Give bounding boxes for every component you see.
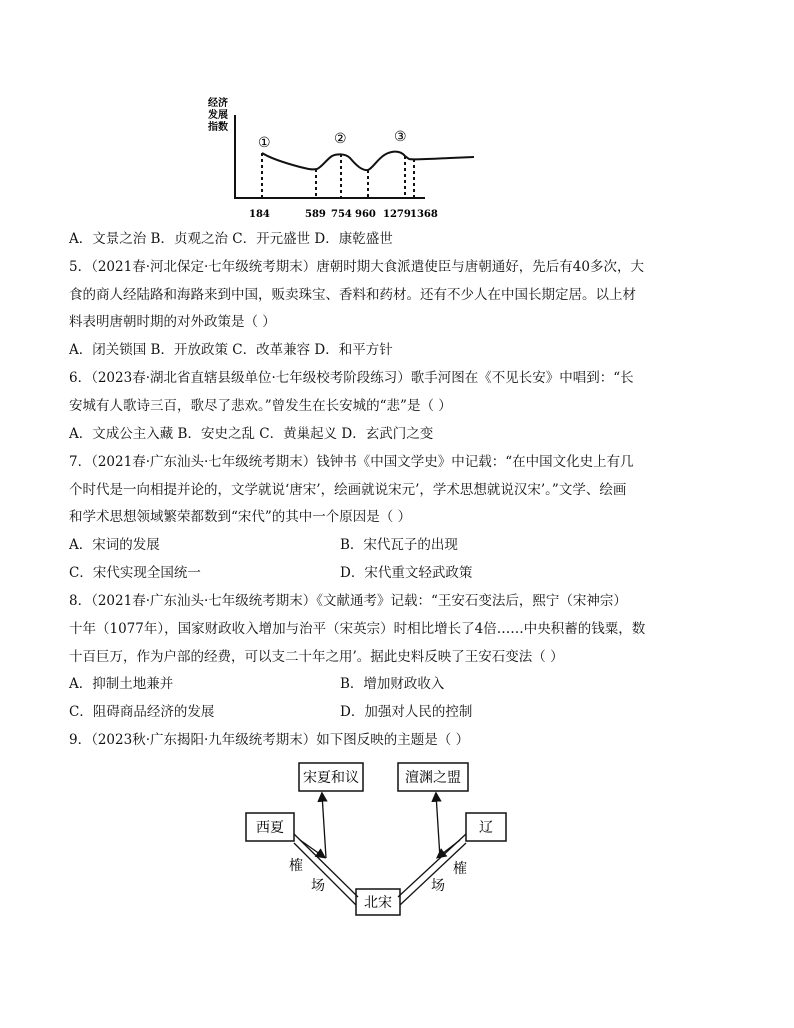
label-song-xia-peace: 宋夏和议: [303, 770, 359, 786]
chart-ylabel-line-2: 发展: [208, 110, 228, 121]
arrow-to-western-xia-junction: [300, 840, 324, 857]
chart-marker-1: ①: [258, 135, 271, 151]
q7-option-b: B．宋代瓦子的出现: [340, 537, 458, 553]
chart-xtick-184: 184: [249, 209, 270, 220]
q9-line: 9．（2023秋·广东揭阳·九年级统考期末）如下图反映的主题是（ ）: [69, 732, 470, 748]
left-road-outer: [294, 834, 358, 897]
q5-line-1: 5．（2021春·河北保定·七年级统考期末）唐朝时期大食派遣使臣与唐朝通好，先后有40多次，大: [69, 259, 644, 275]
q8-option-b: B．增加财政收入: [340, 676, 445, 692]
q8-option-a: A．抑制土地兼并: [69, 676, 174, 692]
q8-line-1: 8．（2021春·广东汕头·七年级统考期末）《文献通考》记载：“王安石变法后，熙宁（宋神宗）: [69, 593, 627, 609]
chart-ylabel-line-1: 经济: [208, 98, 228, 109]
q5-line-3: 料表明唐朝时期的对外政策是（ ）: [69, 314, 276, 330]
q7-option-a: A．宋词的发展: [69, 537, 160, 553]
chart-xtick-1368: 1368: [410, 209, 438, 220]
label-western-xia: 西夏: [256, 820, 284, 836]
chart-marker-3: ③: [394, 129, 407, 145]
q5-options: A．闭关锁国 B．开放政策 C．改革兼容 D．和平方针: [69, 342, 393, 358]
q8-line-3: 十百巨万，作为户部的经费，可以支二十年之用’。据此史料反映了王安石变法（ ）: [69, 649, 564, 665]
q6-line-1: 6．（2023春·湖北省直辖县级单位·七年级校考阶段练习）歌手河图在《不见长安》中唱到：“长: [69, 370, 634, 386]
q7-line-3: 和学术思想领域繁荣都数到“宋代”的其中一个原因是（ ）: [69, 509, 412, 525]
arrow-to-liao-junction: [438, 840, 460, 857]
chart-ylabel-line-3: 指数: [208, 122, 228, 133]
label-liao: 辽: [479, 820, 493, 836]
label-chanyuan-treaty: 澶渊之盟: [405, 770, 461, 786]
q7-option-c: C．宋代实现全国统一: [69, 565, 201, 581]
chart-xtick-960: 960: [355, 209, 376, 220]
left-road-char-1: 榷: [289, 858, 303, 874]
chart-xtick-754: 754: [331, 209, 352, 220]
arrow-to-song-xia-peace: [322, 794, 326, 858]
arrow-to-chanyuan-treaty: [436, 794, 440, 858]
q6-line-2: 安城有人歌诗三百，歌尽了悲欢。”曾发生在长安城的“悲”是（ ）: [69, 398, 452, 414]
q8-line-2: 十年（1077年），国家财政收入增加与治平（宋英宗）时相比增长了4倍……中央积蓄的钱粟，数: [69, 621, 646, 637]
chart-marker-2: ②: [334, 131, 347, 147]
chart-xtick-589: 589: [305, 209, 326, 220]
q7-line-2: 个时代是一向相提并论的，文学就说‘唐宋’，绘画就说宋元’，学术思想就说汉宋’。”文学、绘画: [69, 482, 627, 498]
q5-line-2: 食的商人经陆路和海路来到中国，贩卖珠宝、香料和药材。还有不少人在中国长期定居。以上材: [69, 287, 636, 303]
q7-option-d: D．宋代重文轻武政策: [340, 565, 473, 581]
q4-options: A．文景之治 B．贞观之治 C．开元盛世 D．康乾盛世: [69, 231, 393, 247]
right-road-char-1: 榷: [453, 861, 467, 877]
chart-xtick-1279: 1279: [383, 209, 411, 220]
label-northern-song: 北宋: [364, 895, 392, 911]
q7-line-1: 7．（2021春·广东汕头·七年级统考期末）钱钟书《中国文学史》中记载：“在中国文化史上有几: [69, 454, 634, 470]
right-road-char-2: 场: [431, 878, 445, 894]
q6-options: A．文成公主入藏 B．安史之乱 C．黄巢起义 D．玄武门之变: [69, 426, 434, 442]
q8-option-d: D．加强对人民的控制: [340, 704, 473, 720]
left-road-char-2: 场: [311, 878, 325, 894]
q8-option-c: C．阻碍商品经济的发展: [69, 704, 215, 720]
